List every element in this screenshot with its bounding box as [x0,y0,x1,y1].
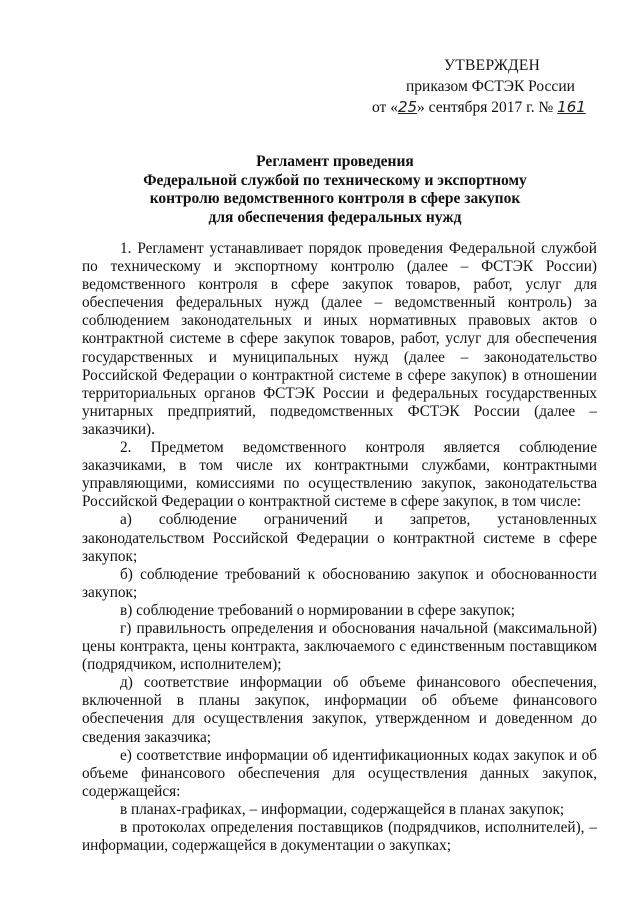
title-line-4: для обеспечения федеральных нужд [208,208,462,226]
paragraph-2f-1: в планах-графиках, – информации, содержащейся в планах закупок; [120,800,565,818]
paragraph-2a: а) соблюдение ограничений и запретов, установленных законодательством Российской Федерации о контрактной системе в сфере закупок; [82,511,597,565]
title-line-2: Федеральной службой по техническому и экспортному [143,171,527,189]
title-line-3: контролю ведомственного контроля в сфере закупок [149,190,521,207]
paragraph-2b: б) соблюдение требований к обоснованию закупок и обоснованности закупок; [82,565,597,601]
approval-heading: УТВЕРЖДЕН [444,57,541,74]
paragraph-2f-2: в протоколах определения поставщиков (подрядчиков, исполнителей), – информации, содержащейся в документации о закупках; [82,819,597,855]
paragraph-2: 2. Предметом ведомственного контроля является соблюдение заказчиками, в том числе их контрактными службами, контрактными управляющими, комиссиями по осуществлению закупок, законодательства Российской Федерации о контрактной системе в сфере закупок, в том числе: [82,439,597,511]
paragraph-2e: д) соответствие информации об объеме финансового обеспечения, включенной в планы закупок, информации об объеме финансового обеспечения для осуществления закупок, утвержденном и доведенном до сведения заказчика; [82,674,597,746]
title-line-1: Регламент проведения [256,153,414,170]
approval-date-prefix: от « [372,99,398,116]
paragraph-2c: в) соблюдение требований о нормировании в сфере закупок; [120,601,516,619]
approval-number: 161 [557,98,586,116]
document-body [82,240,597,855]
approval-date-line [372,97,600,118]
approval-order: приказом ФСТЭК России [406,78,575,95]
approval-date-middle: » сентября 2017 г. № [417,99,558,116]
paragraph-1: 1. Регламент устанавливает порядок проведения Федеральной службой по техническому и экспортному контролю (далее – ФСТЭК России) ведомственного контроля в сфере закупок товаров, работ, услуг для обеспечения федеральных нужд (далее – ведомственный контроль) за соблюдением законодательных и иных нормативных правовых актов о контрактной системе в сфере закупок товаров, работ, услуг для обеспечения государственных и муниципальных нужд (далее – законодательство Российской Федерации о контрактной системе в сфере закупок) в отношении территориальных органов ФСТЭК России и федеральных государственных унитарных предприятий, подведомственных ФСТЭК России (далее – заказчики). [82,240,597,438]
document-title [70,153,600,227]
approval-stamp [372,55,600,118]
paragraph-2f: е) соответствие информации об идентификационных кодах закупок и об объеме финансового обеспечения для осуществления данных закупок, содержащейся: [82,746,597,800]
approval-day: 25 [397,98,418,116]
paragraph-2d: г) правильность определения и обоснования начальной (максимальной) цены контракта, цены контракта, заключаемого с единственным поставщиком (подрядчиком, исполнителем); [82,619,597,674]
